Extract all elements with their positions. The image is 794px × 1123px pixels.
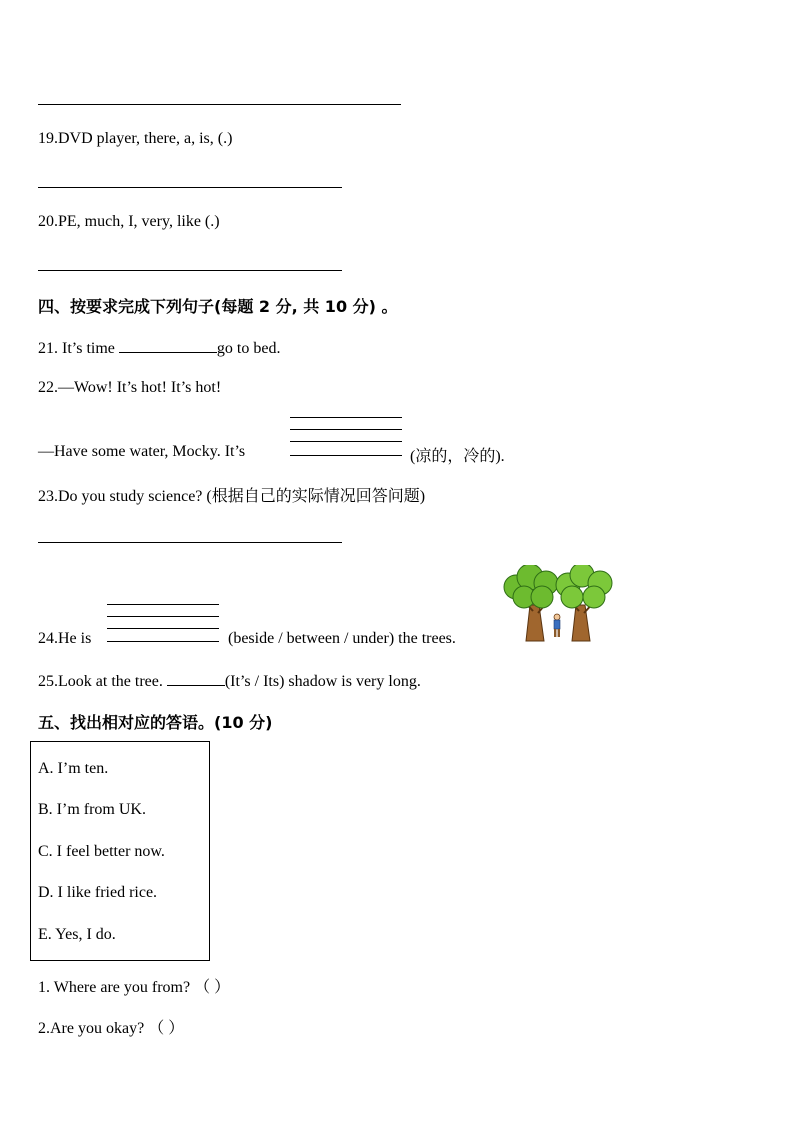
option-d: D. I like fried rice. (38, 884, 158, 901)
q22-line2-prefix: —Have some water, Mocky. It’s (38, 443, 246, 460)
match-question-1-answer[interactable]: （ ） (194, 979, 231, 996)
trees-with-boy-icon (500, 565, 618, 643)
match-question-2-text: 2.Are you okay? (38, 1020, 145, 1037)
option-e: E. Yes, I do. (38, 926, 116, 943)
q22-writing-line-2 (290, 429, 402, 430)
q18-answer-line[interactable] (38, 104, 401, 105)
q22-writing-line-3 (290, 441, 402, 442)
q20-text: 20.PE, much, I, very, like (.) (38, 213, 220, 230)
q24-prefix: 24.He is (38, 630, 92, 647)
q22-writing-line-1 (290, 417, 402, 418)
match-question-1 (38, 974, 230, 997)
q21 (38, 338, 280, 358)
q24-suffix: (beside / between / under) the trees. (228, 630, 456, 647)
q20-answer-line[interactable] (38, 270, 342, 271)
q23-text: 23.Do you study science? (根据自己的实际情况回答问题) (38, 488, 426, 505)
section4-title: 四、按要求完成下列句子(每题 2 分, 共 10 分) 。 (38, 297, 398, 316)
match-question-2 (38, 1015, 184, 1038)
q19-text: 19.DVD player, there, a, is, (.) (38, 130, 233, 147)
match-question-1-text: 1. Where are you from? (38, 979, 191, 996)
option-a: A. I’m ten. (38, 760, 109, 777)
q24-writing-line-4[interactable] (107, 641, 219, 642)
option-b: B. I’m from UK. (38, 801, 146, 818)
q21-suffix: go to bed. (216, 340, 281, 357)
q24-writing-line-2 (107, 616, 219, 617)
section5-title: 五、找出相对应的答语。(10 分) (38, 713, 273, 732)
q19-answer-line[interactable] (38, 187, 342, 188)
option-c: C. I feel better now. (38, 843, 165, 860)
q22-writing-line-4[interactable] (290, 455, 402, 456)
q22-line1: 22.—Wow! It’s hot! It’s hot! (38, 379, 222, 396)
q24-writing-line-1 (107, 604, 219, 605)
q21-blank[interactable] (119, 338, 217, 353)
q23-answer-line[interactable] (38, 542, 342, 543)
q25-blank[interactable] (167, 671, 225, 686)
q25-prefix: 25.Look at the tree. (38, 673, 167, 690)
q25-suffix: (It’s / Its) shadow is very long. (224, 673, 421, 690)
q21-prefix: 21. It’s time (38, 340, 119, 357)
q25 (38, 671, 421, 691)
q22-line2-suffix: (凉的，冷的). (410, 448, 505, 465)
q24-writing-line-3 (107, 628, 219, 629)
match-question-2-answer[interactable]: （ ） (148, 1020, 185, 1037)
